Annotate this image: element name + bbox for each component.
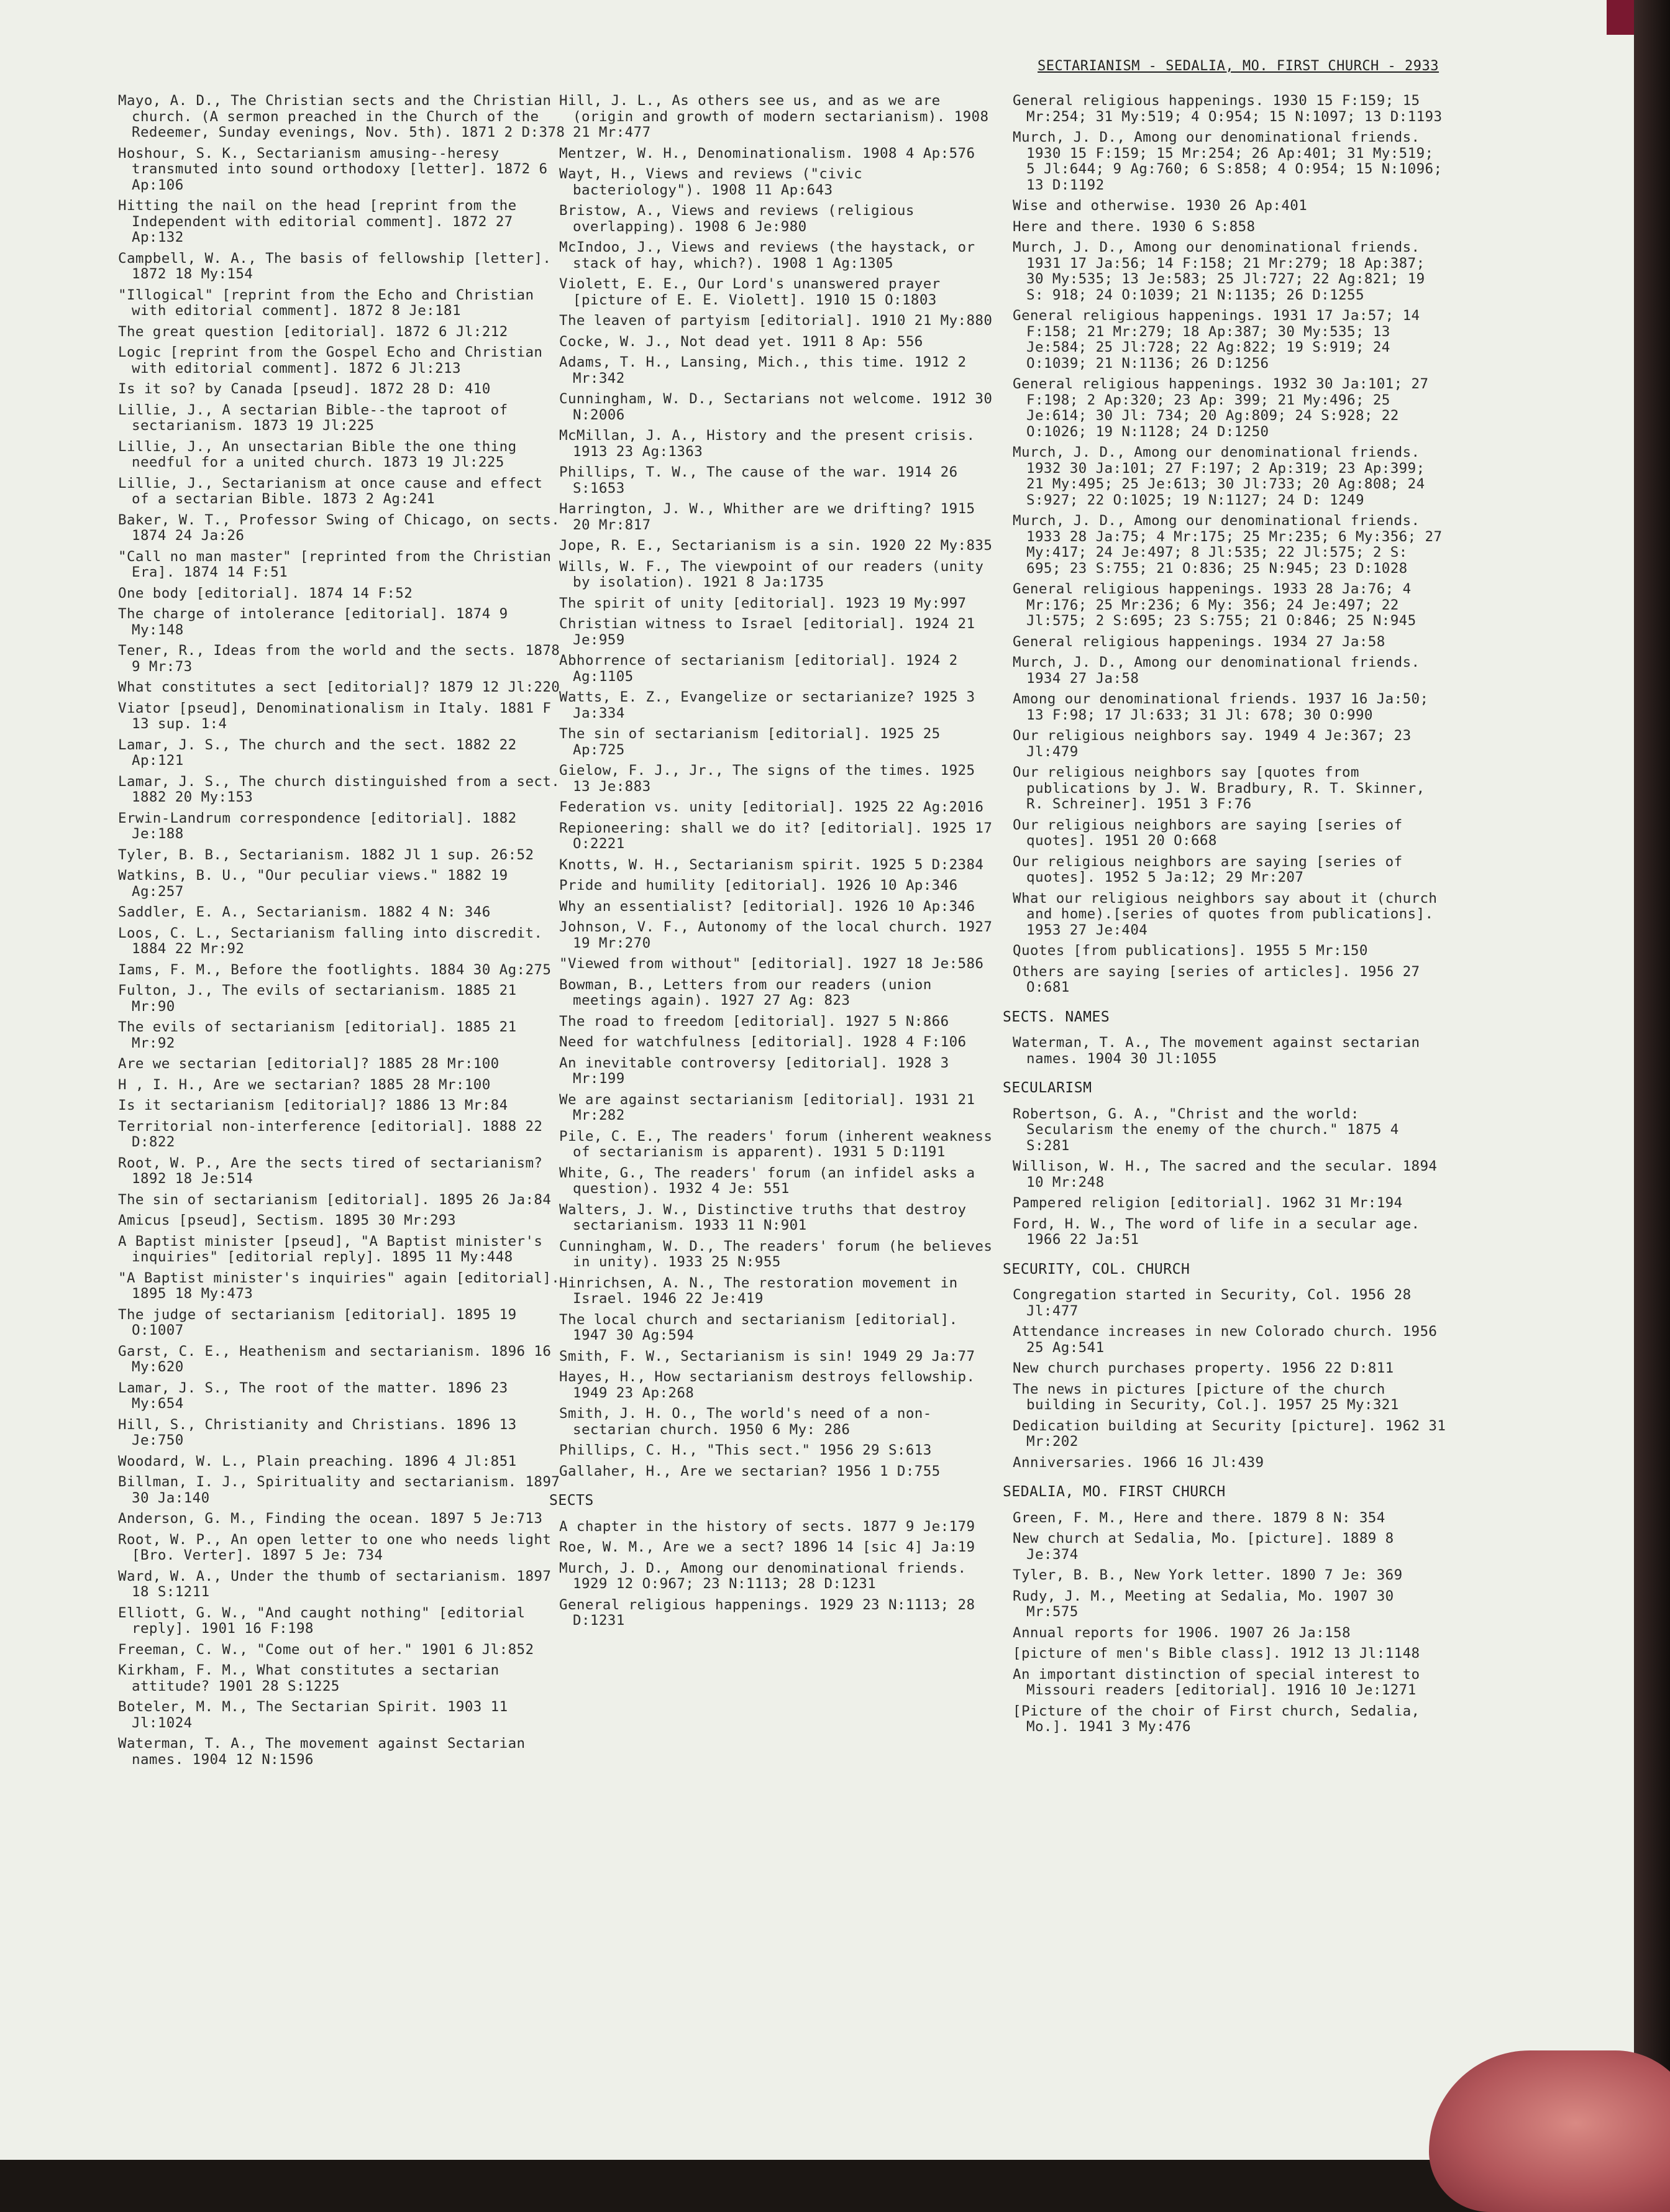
- index-entry: Pile, C. E., The readers' forum (inherent weakness of sectarianism is apparent). 1931 5 D:1191: [559, 1128, 993, 1160]
- index-entry: Our religious neighbors say [quotes from publications by J. W. Bradbury, R. T. Skinner, R. Schreiner]. 1951 3 F:76: [1013, 764, 1425, 812]
- index-entry: Pampered religion [editorial]. 1962 31 Mr:194: [1013, 1195, 1403, 1211]
- index-entry: The local church and sectarianism [editorial]. 1947 30 Ag:594: [559, 1311, 958, 1343]
- index-entry: Murch, J. D., Among our denominational friends. 1934 27 Ja:58: [1013, 654, 1420, 687]
- index-entry: Lamar, J. S., The church distinguished from a sect. 1882 20 My:153: [118, 773, 560, 805]
- index-entry: General religious happenings. 1934 27 Ja:58: [1013, 633, 1385, 650]
- index-entry: The leaven of partyism [editorial]. 1910 21 My:880: [559, 313, 993, 329]
- index-entry: "Viewed from without" [editorial]. 1927 18 Je:586: [559, 956, 984, 972]
- index-entry: Cocke, W. J., Not dead yet. 1911 8 Ap: 556: [559, 333, 923, 350]
- index-entry: Green, F. M., Here and there. 1879 8 N: 354: [1013, 1509, 1385, 1526]
- index-entry: Murch, J. D., Among our denominational friends. 1930 15 F:159; 15 Mr:254; 26 Ap:401; 31 My:519; 5 Jl:644; 9 Ag:760; 6 S:858; 4 O:954; 15 N:1096; 13 D:1192: [1013, 129, 1443, 193]
- index-entry: Are we sectarian [editorial]? 1885 28 Mr:100: [118, 1056, 500, 1072]
- index-entry: Phillips, T. W., The cause of the war. 1914 26 S:1653: [559, 464, 958, 496]
- index-entry: Phillips, C. H., "This sect." 1956 29 S:613: [559, 1442, 932, 1458]
- index-entry: Bristow, A., Views and reviews (religious overlapping). 1908 6 Je:980: [559, 203, 915, 235]
- index-entry: Campbell, W. A., The basis of fellowship [letter]. 1872 18 My:154: [118, 250, 552, 282]
- index-entry: The sin of sectarianism [editorial]. 1925 25 Ap:725: [559, 726, 941, 758]
- index-entry: Root, W. P., Are the sects tired of sectarianism? 1892 18 Je:514: [118, 1154, 543, 1187]
- index-entry: Murch, J. D., Among our denominational friends. 1931 17 Ja:56; 14 F:158; 21 Mr:279; 18 Ap:387; 30 My:535; 13 Je:583; 25 Jl:727; 22 Ag:821; 19 S: 918; 24 O:1039; 21 N:1135; 26 D:1255: [1013, 239, 1425, 303]
- index-entry: Violett, E. E., Our Lord's unanswered prayer [picture of E. E. Violett]. 1910 15 O:1803: [559, 276, 941, 308]
- index-entry: Adams, T. H., Lansing, Mich., this time. 1912 2 Mr:342: [559, 354, 967, 386]
- index-entry: New church at Sedalia, Mo. [picture]. 1889 8 Je:374: [1013, 1530, 1394, 1563]
- column-3: [1003, 93, 1448, 1740]
- index-entry: Elliott, G. W., "And caught nothing" [editorial reply]. 1901 16 F:198: [118, 1604, 526, 1637]
- index-entry: The news in pictures [picture of the church building in Security, Col.]. 1957 25 My:321: [1013, 1381, 1399, 1413]
- index-entry: Root, W. P., An open letter to one who needs light [Bro. Verter]. 1897 5 Je: 734: [118, 1531, 552, 1563]
- index-entry: The road to freedom [editorial]. 1927 5 N:866: [559, 1013, 949, 1030]
- index-entry: The evils of sectarianism [editorial]. 1885 21 Mr:92: [118, 1019, 517, 1051]
- index-entry: Murch, J. D., Among our denominational friends. 1933 28 Ja:75; 4 Mr:175; 25 Mr:235; 6 My:356; 27 My:417; 24 Je:497; 8 Jl:535; 22 Jl:575; 2 S: 695; 23 S:755; 21 O:836; 25 N:945; 23 D:1028: [1013, 513, 1443, 577]
- index-entry: Among our denominational friends. 1937 16 Ja:50; 13 F:98; 17 Jl:633; 31 Jl: 678; 30 O:990: [1013, 691, 1429, 723]
- index-entry: Abhorrence of sectarianism [editorial]. 1924 2 Ag:1105: [559, 652, 958, 685]
- index-entry: Smith, F. W., Sectarianism is sin! 1949 29 Ja:77: [559, 1348, 975, 1364]
- index-entry: The sin of sectarianism [editorial]. 1895 26 Ja:84: [118, 1191, 552, 1208]
- index-entry: An important distinction of special interest to Missouri readers [editorial]. 1916 10 Je:1271: [1013, 1666, 1420, 1698]
- index-entry: Anniversaries. 1966 16 Jl:439: [1013, 1454, 1264, 1471]
- index-entry: Kirkham, F. M., What constitutes a sectarian attitude? 1901 28 S:1225: [118, 1662, 500, 1694]
- index-entry: Our religious neighbors say. 1949 4 Je:367; 23 Jl:479: [1013, 728, 1412, 760]
- column-1: [118, 93, 565, 1773]
- running-head: SECTARIANISM - SEDALIA, MO. FIRST CHURCH - 2933: [1038, 58, 1440, 74]
- index-entry: "A Baptist minister's inquiries" again [editorial]. 1895 18 My:473: [118, 1269, 560, 1302]
- index-entry: The charge of intolerance [editorial]. 1874 9 My:148: [118, 606, 508, 638]
- index-entry: Erwin-Landrum correspondence [editorial]. 1882 Je:188: [118, 810, 517, 842]
- index-entry: Here and there. 1930 6 S:858: [1013, 218, 1256, 235]
- index-entry: Murch, J. D., Among our denominational friends. 1929 12 O:967; 23 N:1113; 28 D:1231: [559, 1560, 967, 1592]
- index-entry: General religious happenings. 1932 30 Ja:101; 27 F:198; 2 Ap:320; 23 Ap: 399; 21 My:496; 25 Je:614; 30 Jl: 734; 20 Ag:809; 24 S:928; 22 O:1026; 19 N:1128; 24 D:1250: [1013, 376, 1429, 440]
- index-entry: Viator [pseud], Denominationalism in Italy. 1881 F 13 sup. 1:4: [118, 700, 552, 732]
- index-entry: Attendance increases in new Colorado church. 1956 25 Ag:541: [1013, 1323, 1438, 1356]
- index-entry: Walters, J. W., Distinctive truths that destroy sectarianism. 1933 11 N:901: [559, 1201, 967, 1233]
- index-entry: Gielow, F. J., Jr., The signs of the times. 1925 13 Je:883: [559, 762, 975, 795]
- index-entry: McIndoo, J., Views and reviews (the haystack, or stack of hay, which?). 1908 1 Ag:1305: [559, 239, 975, 272]
- index-entry: The judge of sectarianism [editorial]. 1895 19 O:1007: [118, 1306, 517, 1338]
- index-entry: Federation vs. unity [editorial]. 1925 22 Ag:2016: [559, 799, 984, 815]
- index-entry: Hill, J. L., As others see us, and as we are (origin and growth of modern sectarianism). 1908 21 Mr:477: [559, 93, 989, 140]
- index-entry: "Illogical" [reprint from the Echo and Christian with editorial comment]. 1872 8 Je:181: [118, 286, 534, 319]
- index-entry: Lillie, J., An unsectarian Bible the one thing needful for a united church. 1873 19 Jl:225: [118, 438, 517, 470]
- index-entry: Mentzer, W. H., Denominationalism. 1908 4 Ap:576: [559, 145, 975, 162]
- thumb-holding-page: [1429, 2050, 1670, 2212]
- index-entry: [Picture of the choir of First church, Sedalia, Mo.]. 1941 3 My:476: [1013, 1702, 1420, 1735]
- index-entry: Jope, R. E., Sectarianism is a sin. 1920 22 My:835: [559, 537, 993, 554]
- section-heading-sedalia-mo-first-church: SEDALIA, MO. FIRST CHURCH: [1003, 1484, 1226, 1500]
- index-entry: Hayes, H., How sectarianism destroys fellowship. 1949 23 Ap:268: [559, 1369, 975, 1401]
- index-entry: Willison, W. H., The sacred and the secular. 1894 10 Mr:248: [1013, 1158, 1438, 1191]
- index-entry: Lamar, J. S., The root of the matter. 1896 23 My:654: [118, 1379, 508, 1412]
- section-heading-sects: SECTS: [549, 1492, 594, 1509]
- page-edge-shadow: [1634, 0, 1670, 2177]
- index-entry: H , I. H., Are we sectarian? 1885 28 Mr:100: [118, 1076, 491, 1093]
- index-entry: Woodard, W. L., Plain preaching. 1896 4 Jl:851: [118, 1453, 517, 1469]
- index-entry: We are against sectarianism [editorial]. 1931 21 Mr:282: [559, 1091, 975, 1123]
- index-entry: Logic [reprint from the Gospel Echo and Christian with editorial comment]. 1872 6 Jl:213: [118, 344, 543, 377]
- section-heading-sects-names: SECTS. NAMES: [1003, 1008, 1110, 1025]
- index-entry: McMillan, J. A., History and the present crisis. 1913 23 Ag:1363: [559, 427, 975, 460]
- index-entry: Watkins, B. U., "Our peculiar views." 1882 19 Ag:257: [118, 867, 508, 900]
- index-entry: Congregation started in Security, Col. 1956 28 Jl:477: [1013, 1287, 1412, 1319]
- index-entry: The great question [editorial]. 1872 6 Jl:212: [118, 323, 508, 340]
- index-entry: What constitutes a sect [editorial]? 1879 12 Jl:220: [118, 679, 560, 695]
- index-entry: Loos, C. L., Sectarianism falling into discredit. 1884 22 Mr:92: [118, 925, 543, 957]
- red-tab-marker: [1607, 0, 1634, 35]
- index-entry: Roe, W. M., Are we a sect? 1896 14 [sic 4] Ja:19: [559, 1539, 975, 1555]
- index-entry: Cunningham, W. D., The readers' forum (he believes in unity). 1933 25 N:955: [559, 1238, 993, 1270]
- index-entry: General religious happenings. 1931 17 Ja:57; 14 F:158; 21 Mr:279; 18 Ap:387; 30 My:535; 13 Je:584; 25 Jl:728; 22 Ag:822; 19 S:919; 24 O:1039; 21 N:1136; 26 D:1256: [1013, 308, 1420, 372]
- index-entry: Fulton, J., The evils of sectarianism. 1885 21 Mr:90: [118, 982, 517, 1015]
- index-entry: Saddler, E. A., Sectarianism. 1882 4 N: 346: [118, 904, 491, 920]
- index-entry: A Baptist minister [pseud], "A Baptist minister's inquiries" [editorial reply]. 1895 11 My:448: [118, 1233, 543, 1265]
- index-entry: Iams, F. M., Before the footlights. 1884 30 Ag:275: [118, 961, 552, 978]
- index-entry: Wise and otherwise. 1930 26 Ap:401: [1013, 198, 1308, 214]
- index-entry: Knotts, W. H., Sectarianism spirit. 1925 5 D:2384: [559, 856, 984, 873]
- index-entry: Hitting the nail on the head [reprint from the Independent with editorial comment]. 1872 27 Ap:132: [118, 198, 517, 245]
- section-heading-security-col-church: SECURITY, COL. CHURCH: [1003, 1261, 1190, 1277]
- index-entry: Johnson, V. F., Autonomy of the local church. 1927 19 Mr:270: [559, 919, 993, 951]
- index-entry: Freeman, C. W., "Come out of her." 1901 6 Jl:852: [118, 1641, 534, 1658]
- index-entry: Is it sectarianism [editorial]? 1886 13 Mr:84: [118, 1097, 508, 1113]
- index-entry: Robertson, G. A., "Christ and the world: Secularism the enemy of the church." 1875 4 S:281: [1013, 1105, 1399, 1154]
- index-entry: Garst, C. E., Heathenism and sectarianism. 1896 16 My:620: [118, 1343, 552, 1375]
- index-entry: Repioneering: shall we do it? [editorial]. 1925 17 O:2221: [559, 820, 993, 852]
- index-entry: The spirit of unity [editorial]. 1923 19 My:997: [559, 595, 967, 611]
- index-entry: Hinrichsen, A. N., The restoration movement in Israel. 1946 22 Je:419: [559, 1274, 958, 1307]
- index-entry: An inevitable controversy [editorial]. 1928 3 Mr:199: [559, 1054, 949, 1087]
- index-entry: Pride and humility [editorial]. 1926 10 Ap:346: [559, 877, 958, 893]
- index-entry: Billman, I. J., Spirituality and sectarianism. 1897 30 Ja:140: [118, 1474, 560, 1506]
- index-entry: Need for watchfulness [editorial]. 1928 4 F:106: [559, 1034, 967, 1050]
- index-entry: Bowman, B., Letters from our readers (union meetings again). 1927 27 Ag: 823: [559, 976, 932, 1008]
- index-entry: Quotes [from publications]. 1955 5 Mr:150: [1013, 943, 1368, 959]
- index-entry: Mayo, A. D., The Christian sects and the Christian church. (A sermon preached in the Church of the Redeemer, Sunday evenings, Nov. 5th). 1871 2 D:378: [118, 93, 565, 140]
- index-entry: Others are saying [series of articles]. 1956 27 O:681: [1013, 963, 1420, 995]
- index-entry: Tener, R., Ideas from the world and the sects. 1878 9 Mr:73: [118, 642, 560, 675]
- index-entry: Lamar, J. S., The church and the sect. 1882 22 Ap:121: [118, 736, 517, 769]
- index-entry: Ford, H. W., The word of life in a secular age. 1966 22 Ja:51: [1013, 1215, 1420, 1248]
- index-entry: Tyler, B. B., New York letter. 1890 7 Je: 369: [1013, 1567, 1403, 1583]
- index-entry: Ward, W. A., Under the thumb of sectarianism. 1897 18 S:1211: [118, 1568, 552, 1600]
- section-heading-secularism: SECULARISM: [1003, 1080, 1092, 1096]
- index-entry: Our religious neighbors are saying [series of quotes]. 1951 20 O:668: [1013, 816, 1403, 849]
- index-entry: Murch, J. D., Among our denominational friends. 1932 30 Ja:101; 27 F:197; 2 Ap:319; 23 Ap:399; 21 My:495; 25 Je:613; 30 Jl:733; 20 Ag:808; 24 S:927; 22 O:1025; 19 N:1127; 24 D: 1249: [1013, 444, 1425, 508]
- index-entry: Smith, J. H. O., The world's need of a non-sectarian church. 1950 6 My: 286: [559, 1405, 932, 1438]
- index-entry: Boteler, M. M., The Sectarian Spirit. 1903 11 Jl:1024: [118, 1699, 508, 1731]
- index-entry: [picture of men's Bible class]. 1912 13 Jl:1148: [1013, 1645, 1420, 1661]
- column-2: [549, 93, 994, 1634]
- index-entry: Watts, E. Z., Evangelize or sectarianize? 1925 3 Ja:334: [559, 689, 975, 721]
- index-entry: "Call no man master" [reprinted from the Christian Era]. 1874 14 F:51: [118, 548, 552, 580]
- index-entry: Waterman, T. A., The movement against Sectarian names. 1904 12 N:1596: [118, 1735, 526, 1768]
- index-entry: Gallaher, H., Are we sectarian? 1956 1 D:755: [559, 1463, 941, 1479]
- index-entry: Baker, W. T., Professor Swing of Chicago, on sects. 1874 24 Ja:26: [118, 511, 560, 544]
- index-entry: Tyler, B. B., Sectarianism. 1882 Jl 1 sup. 26:52: [118, 846, 534, 863]
- index-entry: Is it so? by Canada [pseud]. 1872 28 D: 410: [118, 381, 491, 397]
- index-entry: White, G., The readers' forum (an infidel asks a question). 1932 4 Je: 551: [559, 1164, 975, 1197]
- index-entry: Why an essentialist? [editorial]. 1926 10 Ap:346: [559, 898, 975, 915]
- index-entry: General religious happenings. 1930 15 F:159; 15 Mr:254; 31 My:519; 4 O:954; 15 N:1097; 13 D:1193: [1013, 93, 1443, 125]
- index-entry: Lillie, J., Sectarianism at once cause and effect of a sectarian Bible. 1873 2 Ag:241: [118, 475, 543, 507]
- index-entry: Annual reports for 1906. 1907 26 Ja:158: [1013, 1624, 1351, 1641]
- index-entry: General religious happenings. 1929 23 N:1113; 28 D:1231: [559, 1596, 975, 1629]
- index-entry: Wayt, H., Views and reviews ("civic bacteriology"). 1908 11 Ap:643: [559, 166, 863, 198]
- index-entry: Amicus [pseud], Sectism. 1895 30 Mr:293: [118, 1212, 456, 1228]
- index-entry: Christian witness to Israel [editorial]. 1924 21 Je:959: [559, 616, 975, 648]
- index-entry: Territorial non-interference [editorial]. 1888 22 D:822: [118, 1118, 543, 1150]
- index-entry: General religious happenings. 1933 28 Ja:76; 4 Mr:176; 25 Mr:236; 6 My: 356; 24 Je:497; 22 Jl:575; 2 S:695; 23 S:755; 21 O:846; 25 N:945: [1013, 581, 1417, 629]
- index-entry: Waterman, T. A., The movement against sectarian names. 1904 30 Jl:1055: [1013, 1035, 1420, 1067]
- index-entry: What our religious neighbors say about it (church and home).[series of quotes from publications]. 1953 27 Je:404: [1013, 890, 1438, 938]
- index-entry: One body [editorial]. 1874 14 F:52: [118, 585, 413, 601]
- index-entry: New church purchases property. 1956 22 D:811: [1013, 1360, 1394, 1376]
- index-entry: Our religious neighbors are saying [series of quotes]. 1952 5 Ja:12; 29 Mr:207: [1013, 853, 1403, 885]
- index-entry: A chapter in the history of sects. 1877 9 Je:179: [559, 1518, 975, 1535]
- index-entry: Hill, S., Christianity and Christians. 1896 13 Je:750: [118, 1416, 517, 1448]
- index-entry: Dedication building at Security [picture]. 1962 31 Mr:202: [1013, 1417, 1446, 1450]
- index-entry: Wills, W. F., The viewpoint of our readers (unity by isolation). 1921 8 Ja:1735: [559, 558, 984, 590]
- index-entry: Hoshour, S. K., Sectarianism amusing--heresy transmuted into sound orthodoxy [letter]. 1872 6 Ap:106: [118, 145, 548, 193]
- index-entry: Harrington, J. W., Whither are we drifting? 1915 20 Mr:817: [559, 501, 975, 533]
- index-entry: Cunningham, W. D., Sectarians not welcome. 1912 30 N:2006: [559, 391, 993, 423]
- index-entry: Anderson, G. M., Finding the ocean. 1897 5 Je:713: [118, 1510, 543, 1527]
- index-entry: Lillie, J., A sectarian Bible--the taproot of sectarianism. 1873 19 Jl:225: [118, 401, 508, 434]
- index-entry: Rudy, J. M., Meeting at Sedalia, Mo. 1907 30 Mr:575: [1013, 1588, 1394, 1620]
